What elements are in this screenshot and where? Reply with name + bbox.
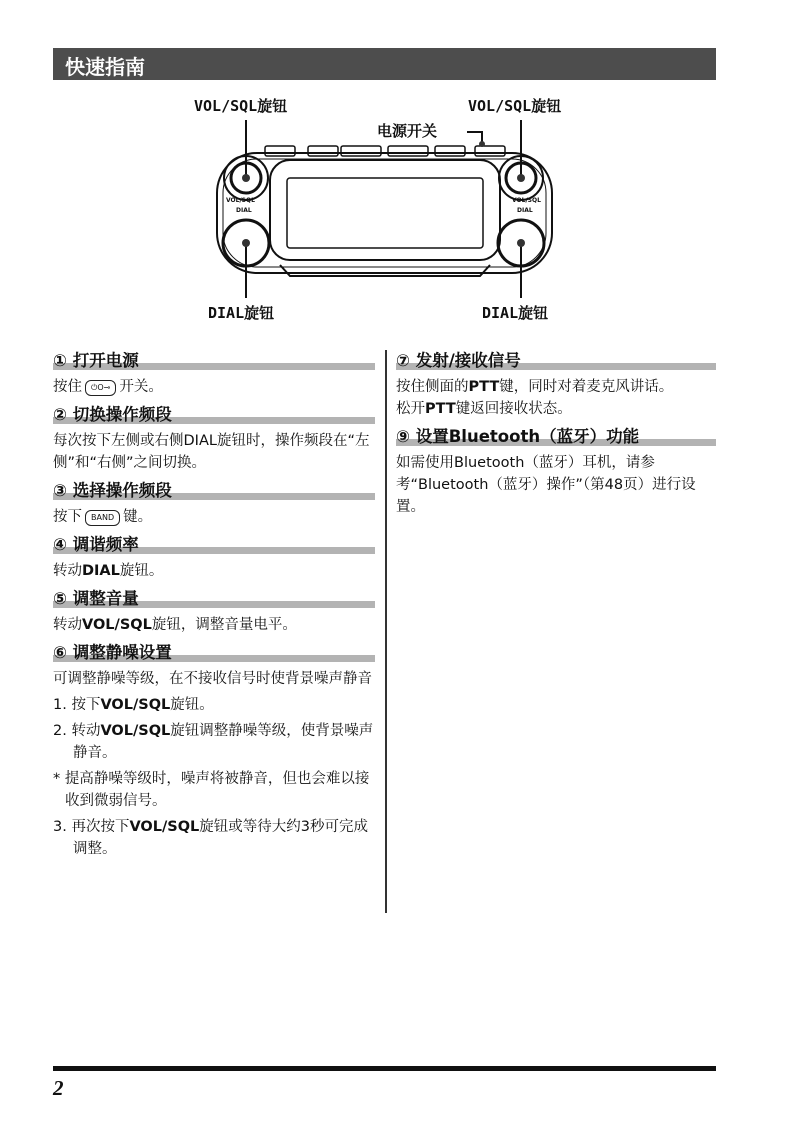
radio-front-panel-diagram [190,90,590,330]
page-title: 快速指南 [65,55,145,79]
squelch-step-2: 2. 转动VOL/SQL旋钮调整静噪等级，使背景噪声静音。 [53,723,374,761]
label-vol-sql-left: VOL/SQL旋钮 [194,97,288,115]
heading-transmit: ⑦ 发射/接收信号 [396,350,716,376]
bluetooth-text: 如需使用Bluetooth（蓝牙）耳机，请参考“Bluetooth（蓝牙）操作”（第48页）进行设置。 [396,455,696,515]
label-dial-left: DIAL旋钮 [208,304,275,322]
column-divider [385,350,387,913]
panel-label-dial-right: DIAL [517,207,533,214]
right-column [396,344,716,522]
heading-squelch: ⑥ 调整静噪设置 [53,642,375,668]
footer-rule [53,1066,716,1071]
heading-power-on: ① 打开电源 [53,350,375,376]
power-on-text: 按住 ⏻O⊸ 开关。 [53,379,163,395]
band-key-icon: BAND [85,510,120,526]
volume-text: 转动VOL/SQL旋钮，调整音量电平。 [53,617,297,633]
label-power-switch: 电源开关 [377,122,438,140]
heading-tune: ④ 调谐频率 [53,534,375,560]
squelch-step-3: 3. 再次按下VOL/SQL旋钮或等待大约3秒可完成调整。 [53,819,369,857]
squelch-text: 可调整静噪等级，在不接收信号时使背景噪声静音 [53,671,372,687]
heading-volume: ⑤ 调整音量 [53,588,375,614]
label-vol-sql-right: VOL/SQL旋钮 [468,97,562,115]
squelch-step-1: 1. 按下VOL/SQL旋钮。 [53,697,214,713]
page-number: 2 [53,1076,64,1100]
transmit-text-1: 按住侧面的PTT键，同时对着麦克风讲话。 [396,379,674,395]
left-column [53,344,375,864]
heading-switch-band: ② 切换操作频段 [53,404,375,430]
switch-band-text: 每次按下左侧或右侧DIAL旋钮时，操作频段在“左侧”和“右侧”之间切换。 [53,433,370,471]
panel-label-dial: DIAL [236,207,252,214]
heading-select-band: ③ 选择操作频段 [53,480,375,506]
tune-text: 转动DIAL旋钮。 [53,563,164,579]
panel-label-vol: VOL/SQL [226,197,255,204]
heading-bluetooth: ⑨ 设置Bluetooth（蓝牙）功能 [396,426,716,452]
section-title-bar [53,48,716,80]
panel-label-vol-right: VOL/SQL [512,197,541,204]
squelch-note: * 提高静噪等级时，噪声将被静音，但也会难以接收到微弱信号。 [53,771,370,809]
select-band-text: 按下 BAND 键。 [53,509,153,525]
power-key-icon: ⏻O⊸ [85,380,116,396]
transmit-text-2: 松开PTT键返回接收状态。 [396,401,572,417]
label-dial-right: DIAL旋钮 [482,304,549,322]
